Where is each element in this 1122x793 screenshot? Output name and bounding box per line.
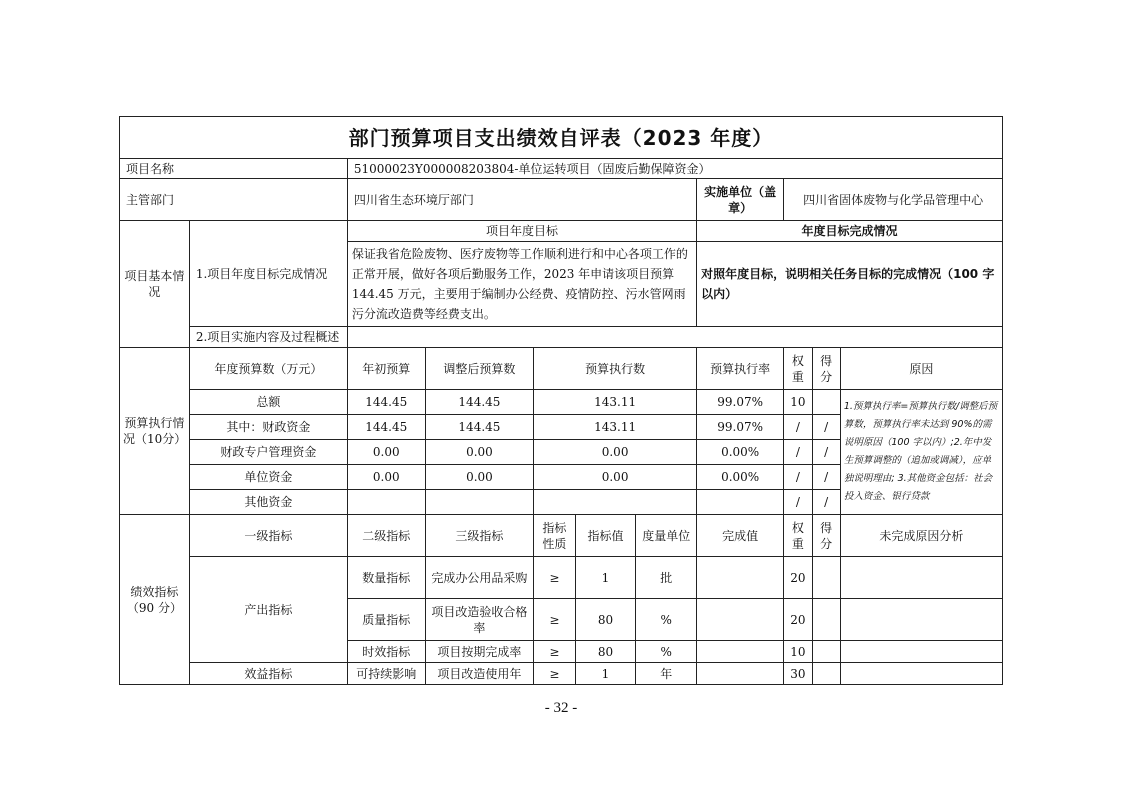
budget-row-executed: 143.11	[534, 415, 697, 440]
budget-execution-label: 预算执行情况（10分）	[120, 348, 190, 515]
budget-header-annual: 年度预算数（万元）	[189, 348, 347, 390]
perf-row-l3: 项目改造验收合格率	[425, 599, 533, 641]
perf-row-done	[697, 663, 784, 685]
page-number: - 32 -	[544, 700, 578, 716]
perf-header-weight: 权重	[784, 515, 812, 557]
perf-row-l2: 可持续影响	[347, 663, 425, 685]
perf-header-unit: 度量单位	[636, 515, 697, 557]
budget-row-weight: /	[784, 415, 812, 440]
budget-row-initial: 0.00	[347, 465, 425, 490]
budget-row-initial: 0.00	[347, 440, 425, 465]
budget-row-rate: 0.00%	[697, 440, 784, 465]
perf-row-l2: 时效指标	[347, 641, 425, 663]
perf-row-unit: %	[636, 641, 697, 663]
perf-row-weight: 10	[784, 641, 812, 663]
perf-row-value: 80	[575, 599, 636, 641]
budget-row-rate: 99.07%	[697, 415, 784, 440]
perf-header-l1: 一级指标	[189, 515, 347, 557]
budget-row-name: 其他资金	[189, 490, 347, 515]
budget-row-adjusted	[425, 490, 533, 515]
budget-row-name: 其中：财政资金	[189, 415, 347, 440]
perf-header-l3: 三级指标	[425, 515, 533, 557]
budget-row-score: /	[812, 490, 840, 515]
budget-row-name: 单位资金	[189, 465, 347, 490]
perf-row-l2: 数量指标	[347, 557, 425, 599]
perf-row-l3: 项目按期完成率	[425, 641, 533, 663]
impl-unit-label: 实施单位（盖章）	[697, 179, 784, 221]
budget-row-adjusted: 144.45	[425, 390, 533, 415]
perf-row-unit: %	[636, 599, 697, 641]
perf-row-unit: 批	[636, 557, 697, 599]
perf-row-weight: 20	[784, 557, 812, 599]
perf-row-nature: ≥	[534, 663, 576, 685]
benefit-indicator-label: 效益指标	[189, 663, 347, 685]
perf-row-l2: 质量指标	[347, 599, 425, 641]
budget-header-adjusted: 调整后预算数	[425, 348, 533, 390]
perf-header-value: 指标值	[575, 515, 636, 557]
performance-evaluation-form	[119, 116, 1003, 685]
budget-row-executed: 0.00	[534, 440, 697, 465]
perf-row-value: 1	[575, 557, 636, 599]
budget-row-score	[812, 390, 840, 415]
budget-row-initial: 144.45	[347, 415, 425, 440]
budget-row-executed: 0.00	[534, 465, 697, 490]
perf-row-score	[812, 599, 840, 641]
budget-header-weight: 权重	[784, 348, 812, 390]
budget-row-initial	[347, 490, 425, 515]
perf-row-value: 80	[575, 641, 636, 663]
budget-row-score: /	[812, 465, 840, 490]
budget-header-executed: 预算执行数	[534, 348, 697, 390]
budget-row-name: 财政专户管理资金	[189, 440, 347, 465]
budget-row-weight: /	[784, 465, 812, 490]
perf-row-nature: ≥	[534, 641, 576, 663]
perf-header-done: 完成值	[697, 515, 784, 557]
perf-row-reason	[840, 599, 1002, 641]
perf-row-done	[697, 641, 784, 663]
col-annual-target: 项目年度目标	[347, 221, 696, 242]
perf-row-l3: 项目改造使用年	[425, 663, 533, 685]
perf-row-score	[812, 557, 840, 599]
perf-row-weight: 30	[784, 663, 812, 685]
output-indicator-label: 产出指标	[189, 557, 347, 663]
budget-row-adjusted: 0.00	[425, 465, 533, 490]
evaluation-table	[119, 116, 1003, 685]
perf-header-nature: 指标性质	[534, 515, 576, 557]
perf-row-nature: ≥	[534, 599, 576, 641]
budget-row-rate	[697, 490, 784, 515]
target-completion-label: 1.项目年度目标完成情况	[189, 221, 347, 327]
col-target-completion: 年度目标完成情况	[697, 221, 1003, 242]
annual-target-text: 保证我省危险废物、医疗废物等工作顺利进行和中心各项工作的正常开展，做好各项后勤服务工作，2023 年申请该项目预算 144.45 万元，主要用于编制办公经费、疫情防控、污水管网雨污分流改造费等经费支出。	[347, 242, 696, 327]
budget-row-rate: 0.00%	[697, 465, 784, 490]
perf-row-nature: ≥	[534, 557, 576, 599]
project-name-label: 项目名称	[120, 159, 348, 179]
process-overview-value	[347, 327, 1002, 348]
budget-header-initial: 年初预算	[347, 348, 425, 390]
budget-row-adjusted: 144.45	[425, 415, 533, 440]
perf-header-reason: 未完成原因分析	[840, 515, 1002, 557]
project-name-value: 51000023Y000008203804-单位运转项目（固废后勤保障资金）	[347, 159, 1002, 179]
budget-row-weight: /	[784, 490, 812, 515]
budget-row-adjusted: 0.00	[425, 440, 533, 465]
perf-row-score	[812, 663, 840, 685]
dept-label: 主管部门	[120, 179, 348, 221]
perf-row-done	[697, 557, 784, 599]
impl-unit-value: 四川省固体废物与化学品管理中心	[784, 179, 1003, 221]
budget-row-score: /	[812, 440, 840, 465]
budget-row-weight: /	[784, 440, 812, 465]
perf-row-value: 1	[575, 663, 636, 685]
budget-row-score: /	[812, 415, 840, 440]
perf-header-score: 得分	[812, 515, 840, 557]
perf-row-score	[812, 641, 840, 663]
dept-value: 四川省生态环境厅部门	[347, 179, 696, 221]
budget-note: 1.预算执行率=预算执行数/调整后预算数，预算执行率未达到 90%的需说明原因（100 字以内）;2.年中发生预算调整的（追加或调减），应单独说明理由; 3.其他资金包括：社会投入资金、银行贷款	[840, 390, 1002, 515]
perf-row-unit: 年	[636, 663, 697, 685]
form-title: 部门预算项目支出绩效自评表（2023 年度）	[120, 117, 1003, 159]
performance-indicators-label: 绩效指标（90 分）	[120, 515, 190, 685]
budget-header-score: 得分	[812, 348, 840, 390]
perf-row-done	[697, 599, 784, 641]
budget-row-weight: 10	[784, 390, 812, 415]
budget-row-name: 总额	[189, 390, 347, 415]
target-completion-text: 对照年度目标，说明相关任务目标的完成情况（100 字以内）	[697, 242, 1003, 327]
perf-row-reason	[840, 641, 1002, 663]
budget-row-executed	[534, 490, 697, 515]
budget-row-initial: 144.45	[347, 390, 425, 415]
process-overview-label: 2.项目实施内容及过程概述	[189, 327, 347, 348]
perf-row-weight: 20	[784, 599, 812, 641]
perf-row-reason	[840, 557, 1002, 599]
basic-info-label: 项目基本情况	[120, 221, 190, 348]
budget-row-rate: 99.07%	[697, 390, 784, 415]
perf-row-l3: 完成办公用品采购	[425, 557, 533, 599]
budget-row-executed: 143.11	[534, 390, 697, 415]
perf-header-l2: 二级指标	[347, 515, 425, 557]
budget-header-reason: 原因	[840, 348, 1002, 390]
perf-row-reason	[840, 663, 1002, 685]
budget-header-rate: 预算执行率	[697, 348, 784, 390]
